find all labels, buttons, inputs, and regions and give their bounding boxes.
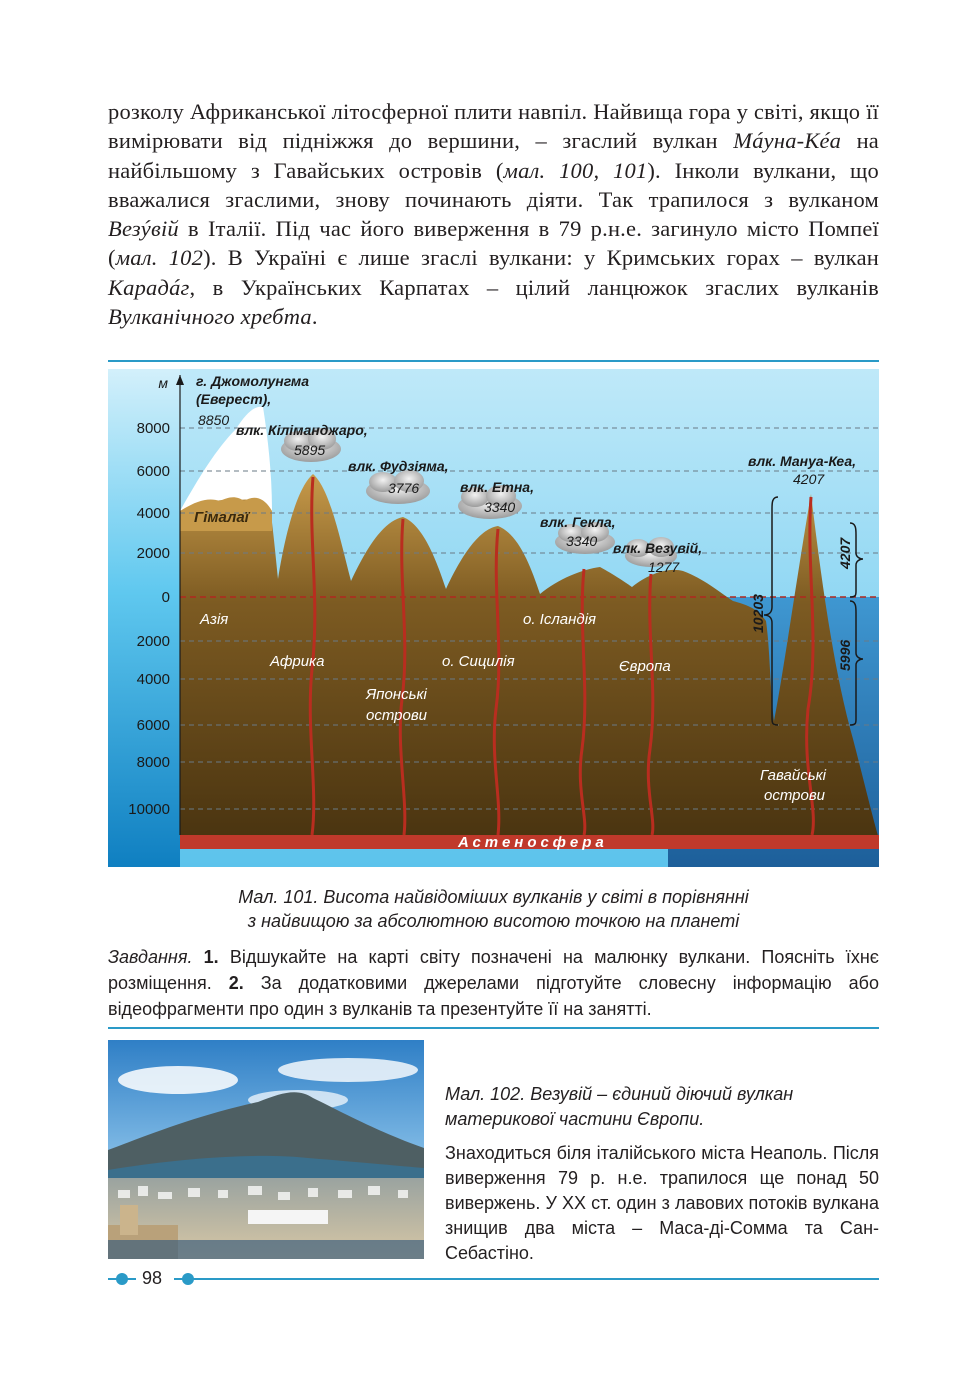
scale-bar <box>108 369 180 867</box>
below-sea-depth-label: 5996 <box>837 639 853 671</box>
tick-label: 10000 <box>128 801 170 818</box>
asia-label: Азія <box>200 611 229 628</box>
tick-label: 8000 <box>136 754 170 771</box>
tick-label: 8000 <box>136 420 170 437</box>
tick-label: 6000 <box>136 717 170 734</box>
everest-name-alt: (Еверест), <box>196 391 272 407</box>
japan-label: Японські <box>366 686 427 703</box>
middle-divider <box>108 1027 879 1029</box>
vesuvius-description: Знаходиться біля італійського міста Неаполь. Після виверження 79 р. н.е. трапилося ще понад 50 вивержень. У ХХ ст. один з лавових потоків вулкана знищив два міста – Маса-ді-Сомма та Сан-Себастіно. <box>445 1143 879 1263</box>
hawaii-label: Гавайські <box>760 767 826 784</box>
europe-label: Європа <box>619 658 671 675</box>
tick-label: 2000 <box>136 545 170 562</box>
tick-label: 2000 <box>136 633 170 650</box>
figure-102-caption: Мал. 102. Везувій – єдиний діючий вулкан материкової частини Європи. <box>445 1084 794 1129</box>
page-number: 98 <box>142 1268 163 1288</box>
page-footer <box>108 1270 879 1290</box>
intro-paragraph: розколу Африканської літосферної плити навпіл. Найвища гора у світі, якщо її вимірювати від підніжжя до вершини, – згаслий вулкан Мáуна-Кéа на найбільшому з Гавайських островів (мал. 100, 101). Інколи вулкани, що вважалися згаслими, знову починають діяти. Так трапилося з вулканом Везýвій в Італії. Під час його виверження в 79 р.н.е. загинуло місто Помпеї (мал. 102). В Україні є лише згаслі вулкани: у Кримських горах – вулкан Карадáг, в Українських Карпатах – цілий ланцюжок згаслих вулканів Вулканічного хребта. <box>108 99 880 330</box>
top-divider <box>108 360 879 362</box>
fuji-height: 3776 <box>388 480 420 496</box>
vesuvius-photo <box>108 1040 424 1259</box>
himalaya-label: Гімалаї <box>194 509 249 526</box>
vesuvius-height: 1277 <box>648 559 680 575</box>
asthenosphere-label: Астеносфера <box>458 834 608 851</box>
footer-dot-icon <box>116 1273 128 1285</box>
kilimanjaro-height: 5895 <box>294 442 326 458</box>
tick-label: 4000 <box>136 671 170 688</box>
iceland-label: о. Ісландія <box>523 611 597 628</box>
sicily-label: о. Сицилія <box>442 653 515 670</box>
tick-label: 0 <box>161 589 170 606</box>
unit-label: м <box>158 375 168 391</box>
tick-label: 6000 <box>136 463 170 480</box>
figure-101-caption: Мал. 101. Висота найвідоміших вулканів у світі в порівнянні з найвищою за абсолютною висотою точкою на планеті <box>238 887 749 931</box>
everest-name: г. Джомолунгма <box>196 373 309 389</box>
above-sea-height-label: 4207 <box>837 537 853 569</box>
volcano-height-diagram <box>108 369 879 867</box>
vesuvius-name: влк. Везувій, <box>613 540 703 556</box>
mauna-kea-height: 4207 <box>793 471 825 487</box>
everest-height: 8850 <box>198 412 230 428</box>
etna-height: 3340 <box>484 499 516 515</box>
total-height-label: 10203 <box>750 594 766 633</box>
tick-label: 4000 <box>136 505 170 522</box>
hawaii-label-line2: острови <box>764 787 826 804</box>
africa-label: Африка <box>270 653 325 670</box>
mauna-kea-name: влк. Мануа-Кеа, <box>748 453 857 469</box>
hekla-height: 3340 <box>566 533 598 549</box>
kilimanjaro-name: влк. Кіліманджаро, <box>236 422 368 438</box>
hekla-name: влк. Гекла, <box>540 514 616 530</box>
etna-name: влк. Етна, <box>460 479 534 495</box>
fuji-name: влк. Фудзіяма, <box>348 458 449 474</box>
japan-label-line2: острови <box>366 707 428 724</box>
task-block: Завдання. 1. Відшукайте на карті світу позначені на малюнку вулкани. Поясніть їхнє розміщення. 2. За додатковими джерелами підготуйте словесну інформацію або відеофрагменти про один з вулканів та презентуйте її на занятті. <box>108 947 879 1019</box>
